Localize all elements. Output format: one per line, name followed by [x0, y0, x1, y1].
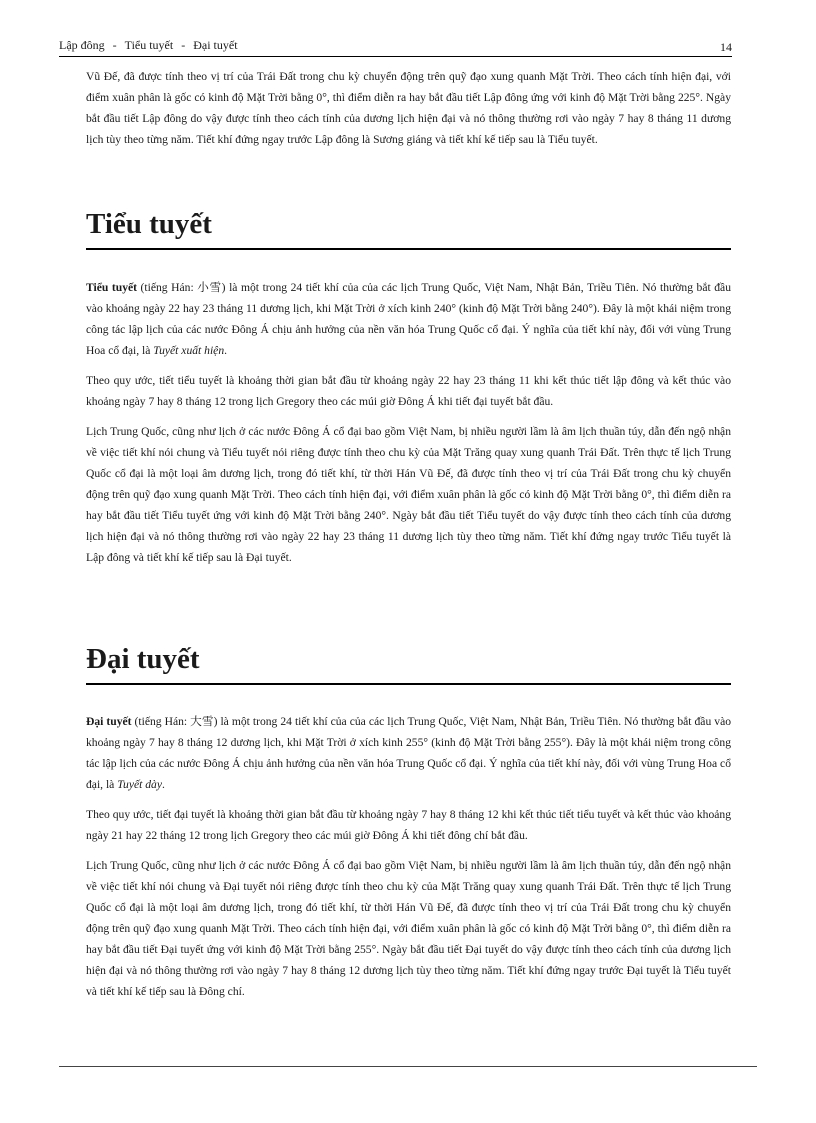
breadcrumb-separator: - [181, 38, 186, 52]
lead-paragraph: Đại tuyết (tiếng Hán: 大雪) là một trong 24 tiết khí của của các lịch Trung Quốc, Việt Nam, Nhật Bản, Triều Tiên. Nó thường bắt đầu vào khoảng ngày 7 hay 8 tháng 12 dương lịch, khi Mặt Trời ở xích kinh 255° (kinh độ Mặt Trời bằng 255°). Đây là một khái niệm trong công tác lập lịch của các nước Đông Á chịu ảnh hưởng của nền văn hóa Trung Quốc cổ đại. Ý nghĩa của tiết khí này, đối với vùng Trung Hoa cổ đại, là Tuyết dày. [86, 715, 732, 791]
convention-paragraph: Theo quy ước, tiết đại tuyết là khoảng thời gian bắt đầu từ khoảng ngày 7 hay 8 tháng 12 khi kết thúc tiết tiểu tuyết và kết thúc vào khoảng ngày 21 hay 22 tháng 12 trong lịch Gregory theo các múi giờ Đông Á khi tiết đông chí bắt đầu. [86, 808, 731, 842]
lead-meaning: Tuyết xuất hiện [153, 344, 225, 357]
section-tieu-tuyet-body [86, 277, 731, 568]
lead-text: (tiếng Hán: 小雪) là một trong 24 tiết khí của của các lịch Trung Quốc, Việt Nam, Nhật Bản, Triều Tiên. Nó thường bắt đầu vào khoảng ngày 22 hay 23 tháng 11 dương lịch, khi Mặt Trời ở xích kinh 240° (kinh độ Mặt Trời bằng 240°). Đây là một khái niệm trong công tác lập lịch của các nước Đông Á chịu ảnh hưởng của nền văn hóa Trung Quốc cổ đại. Ý nghĩa của tiết khí này, đối với vùng Trung Hoa cổ đại, là [86, 281, 731, 357]
section-dai-tuyet [86, 641, 731, 685]
section-dai-tuyet-body [86, 711, 731, 1002]
section-tieu-tuyet [86, 206, 731, 250]
lead-term: Tiểu tuyết [86, 281, 137, 294]
breadcrumb-separator: - [112, 38, 117, 52]
header-breadcrumb [59, 38, 238, 53]
calendar-paragraph: Lịch Trung Quốc, cũng như lịch ở các nước Đông Á cổ đại bao gồm Việt Nam, bị nhiều người lầm là âm lịch thuần túy, dẫn đến ngộ nhận về việc tiết khí nói chung và Đại tuyết nói riêng được tính theo chu kỳ của Mặt Trăng quay xung quanh Trái Đất. Trên thực tế lịch Trung Quốc cổ đại là một loại âm dương lịch, trong đó tiết khí, từ thời Hán Vũ Đế, đã được tính theo vị trí của Trái Đất trong chu kỳ chuyển động trên quỹ đạo xung quanh Mặt Trời. Theo cách tính hiện đại, với điểm xuân phân là gốc có kinh độ Mặt Trời bằng 0°, thì điểm diễn ra hay bắt đầu tiết Đại tuyết ứng với kinh độ Mặt Trời bằng 255°. Ngày bắt đầu tiết Đại tuyết do vậy được tính theo cách tính của dương lịch hiện đại và nó thông thường rơi vào ngày 7 hay 8 tháng 12 dương lịch tùy theo từng năm. Tiết khí đứng ngay trước Đại tuyết là Tiểu tuyết và tiết khí kế tiếp sau là Đông chí. [86, 859, 731, 998]
footer-rule [59, 1066, 757, 1067]
breadcrumb-item-lap-dong: Lập đông [59, 38, 105, 52]
lead-paragraph: Tiểu tuyết (tiếng Hán: 小雪) là một trong 24 tiết khí của của các lịch Trung Quốc, Việt Nam, Nhật Bản, Triều Tiên. Nó thường bắt đầu vào khoảng ngày 22 hay 23 tháng 11 dương lịch, khi Mặt Trời ở xích kinh 240° (kinh độ Mặt Trời bằng 240°). Đây là một khái niệm trong công tác lập lịch của các nước Đông Á chịu ảnh hưởng của nền văn hóa Trung Quốc cổ đại. Ý nghĩa của tiết khí này, đối với vùng Trung Hoa cổ đại, là Tuyết xuất hiện. [86, 281, 731, 357]
section-title: Tiểu tuyết [86, 206, 731, 250]
lead-meaning: Tuyết dày [117, 778, 162, 791]
page-number: 14 [720, 40, 732, 54]
lead-term: Đại tuyết [86, 715, 132, 728]
calendar-paragraph: Lịch Trung Quốc, cũng như lịch ở các nước Đông Á cổ đại bao gồm Việt Nam, bị nhiều người lầm là âm lịch thuần túy, dẫn đến ngộ nhận về việc tiết khí nói chung và Tiểu tuyết nói riêng được tính theo chu kỳ của Mặt Trăng quay xung quanh Trái Đất. Trên thực tế lịch Trung Quốc cổ đại là một loại âm dương lịch, trong đó tiết khí, từ thời Hán Vũ Đế, đã được tính theo vị trí của Trái Đất trong chu kỳ chuyển động trên quỹ đạo xung quanh Mặt Trời. Theo cách tính hiện đại, với điểm xuân phân là gốc có kinh độ Mặt Trời bằng 0°, thì điểm diễn ra hay bắt đầu tiết Tiểu tuyết ứng với kinh độ Mặt Trời bằng 240°. Ngày bắt đầu tiết Tiểu tuyết do vậy được tính theo cách tính của dương lịch hiện đại và nó thông thường rơi vào ngày 22 hay 23 tháng 11 dương lịch tùy theo từng năm. Tiết khí đứng ngay trước Tiểu tuyết là Lập đông và tiết khí kế tiếp sau là Đại tuyết. [86, 425, 731, 564]
running-header [59, 38, 732, 57]
section-title: Đại tuyết [86, 641, 731, 685]
convention-paragraph: Theo quy ước, tiết tiểu tuyết là khoảng thời gian bắt đầu từ khoảng ngày 22 hay 23 tháng 11 khi kết thúc tiết lập đông và kết thúc vào khoảng ngày 7 hay 8 tháng 12 trong lịch Gregory theo các múi giờ Đông Á khi tiết đại tuyết bắt đầu. [86, 374, 731, 408]
lead-text: (tiếng Hán: 大雪) là một trong 24 tiết khí của của các lịch Trung Quốc, Việt Nam, Nhật Bản, Triều Tiên. Nó thường bắt đầu vào khoảng ngày 7 hay 8 tháng 12 dương lịch, khi Mặt Trời ở xích kinh 255° (kinh độ Mặt Trời bằng 255°). Đây là một khái niệm trong công tác lập lịch của các nước Đông Á chịu ảnh hưởng của nền văn hóa Trung Quốc cổ đại. Ý nghĩa của tiết khí này, đối với vùng Trung Hoa cổ đại, là [86, 715, 732, 791]
intro-block [86, 66, 731, 150]
intro-paragraph: Vũ Đế, đã được tính theo vị trí của Trái Đất trong chu kỳ chuyển động trên quỹ đạo xung quanh Mặt Trời. Theo cách tính hiện đại, với điểm xuân phân là gốc có kinh độ Mặt Trời bằng 0°, thì điểm diễn ra hay bắt đầu tiết Lập đông ứng với kinh độ Mặt Trời bằng 225°. Ngày bắt đầu tiết Lập đông do vậy được tính theo cách tính của dương lịch hiện đại và nó thông thường rơi vào ngày 7 hay 8 tháng 11 dương lịch tùy theo từng năm. Tiết khí đứng ngay trước Lập đông là Sương giáng và tiết khí kế tiếp sau là Tiểu tuyết. [86, 70, 731, 146]
breadcrumb-item-dai-tuyet: Đại tuyết [193, 38, 238, 52]
breadcrumb-item-tieu-tuyet: Tiểu tuyết [124, 38, 174, 52]
